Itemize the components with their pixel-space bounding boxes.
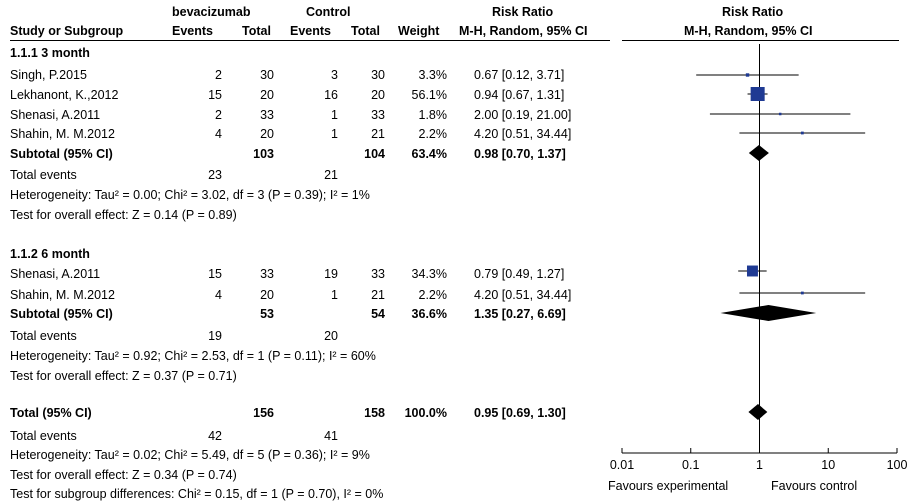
col-study: Study or Subgroup: [10, 24, 124, 38]
events-exp: 4: [215, 288, 222, 302]
total-events-ctrl: 20: [324, 329, 338, 343]
weight: 2.2%: [418, 127, 447, 141]
subtotal-total-ctrl: 54: [371, 307, 385, 321]
x-axis-tick-label: 100: [886, 458, 908, 472]
risk-ratio-header: Risk Ratio: [492, 5, 554, 19]
risk-ratio-ci: 2.00 [0.19, 21.00]: [474, 108, 572, 122]
events-exp: 15: [208, 88, 222, 102]
overall-effect-text: Test for overall effect: Z = 0.37 (P = 0.71): [10, 369, 237, 383]
total-events-ctrl: 21: [324, 168, 338, 182]
risk-ratio-ci: 0.67 [0.12, 3.71]: [474, 68, 565, 82]
total-events-exp: 19: [208, 329, 222, 343]
favours-experimental-label: Favours experimental: [608, 479, 729, 493]
total-exp: 20: [260, 127, 274, 141]
weight: 3.3%: [418, 68, 447, 82]
x-axis-tick-label: 1: [756, 458, 763, 472]
pooled-diamond: [720, 305, 816, 321]
weight: 56.1%: [411, 88, 447, 102]
x-axis-tick-label: 0.01: [609, 458, 635, 472]
total-ctrl: 33: [371, 267, 385, 281]
total-ctrl: 33: [371, 108, 385, 122]
subtotal-label: Subtotal (95% CI): [10, 147, 113, 161]
total-events-exp: 23: [208, 168, 222, 182]
effect-square: [801, 132, 804, 135]
study-name: Lekhanont, K.,2012: [10, 88, 119, 102]
favours-control-label: Favours control: [771, 479, 858, 493]
total-exp: 33: [260, 108, 274, 122]
total-events-label: Total events: [10, 429, 77, 443]
total-total-ctrl: 158: [364, 406, 385, 420]
study-name: Shenasi, A.2011: [10, 108, 101, 122]
pooled-diamond: [748, 404, 767, 420]
col-events-ctrl: Events: [290, 24, 331, 38]
col-total-exp: Total: [242, 24, 271, 38]
plot-header-method: M-H, Random, 95% CI: [684, 24, 813, 38]
heterogeneity-text: Heterogeneity: Tau² = 0.00; Chi² = 3.02, df = 3 (P = 0.39); I² = 1%: [10, 188, 370, 202]
total-label: Total (95% CI): [10, 406, 92, 420]
effect-square: [746, 73, 749, 76]
weight: 2.2%: [418, 288, 447, 302]
risk-ratio-ci: 0.94 [0.67, 1.31]: [474, 88, 565, 102]
weight: 1.8%: [418, 108, 447, 122]
events-ctrl: 16: [324, 88, 338, 102]
total-ctrl: 30: [371, 68, 385, 82]
risk-ratio-ci: 0.79 [0.49, 1.27]: [474, 267, 565, 281]
total-exp: 20: [260, 88, 274, 102]
subgroup-title: 1.1.2 6 month: [10, 247, 90, 261]
col-weight: Weight: [398, 24, 440, 38]
total-ctrl: 21: [371, 288, 385, 302]
weight: 34.3%: [411, 267, 447, 281]
events-exp: 2: [215, 108, 222, 122]
x-axis-tick-label: 10: [821, 458, 836, 472]
pooled-diamond: [749, 145, 769, 161]
group-header-control: Control: [306, 5, 351, 19]
col-events-exp: Events: [172, 24, 213, 38]
subtotal-total-exp: 53: [260, 307, 274, 321]
events-ctrl: 19: [324, 267, 338, 281]
risk-ratio-ci: 4.20 [0.51, 34.44]: [474, 288, 572, 302]
events-exp: 15: [208, 267, 222, 281]
events-exp: 2: [215, 68, 222, 82]
heterogeneity-text: Heterogeneity: Tau² = 0.92; Chi² = 2.53, df = 1 (P = 0.11); I² = 60%: [10, 349, 376, 363]
subtotal-ci: 1.35 [0.27, 6.69]: [474, 307, 566, 321]
total-weight: 100.0%: [404, 406, 447, 420]
events-ctrl: 3: [331, 68, 338, 82]
total-exp: 30: [260, 68, 274, 82]
col-total-ctrl: Total: [351, 24, 380, 38]
total-ci: 0.95 [0.69, 1.30]: [474, 406, 566, 420]
subtotal-weight: 36.6%: [411, 307, 447, 321]
subtotal-label: Subtotal (95% CI): [10, 307, 113, 321]
effect-square: [801, 292, 804, 295]
study-name: Shenasi, A.2011: [10, 267, 101, 281]
total-events-label: Total events: [10, 168, 77, 182]
col-method: M-H, Random, 95% CI: [459, 24, 588, 38]
total-events-label: Total events: [10, 329, 77, 343]
study-name: Shahin, M. M.2012: [10, 288, 115, 302]
subgroup-differences-text: Test for subgroup differences: Chi² = 0.15, df = 1 (P = 0.70), I² = 0%: [10, 487, 384, 501]
subtotal-total-exp: 103: [253, 147, 274, 161]
study-name: Singh, P.2015: [10, 68, 87, 82]
total-ctrl: 21: [371, 127, 385, 141]
events-ctrl: 1: [331, 108, 338, 122]
subtotal-total-ctrl: 104: [364, 147, 385, 161]
study-name: Shahin, M. M.2012: [10, 127, 115, 141]
events-ctrl: 1: [331, 127, 338, 141]
subtotal-weight: 63.4%: [411, 147, 447, 161]
effect-square: [751, 87, 765, 101]
subtotal-ci: 0.98 [0.70, 1.37]: [474, 147, 566, 161]
total-ctrl: 20: [371, 88, 385, 102]
overall-effect-text: Test for overall effect: Z = 0.34 (P = 0.74): [10, 468, 237, 482]
total-total-exp: 156: [253, 406, 274, 420]
x-axis-tick-label: 0.1: [682, 458, 700, 472]
total-exp: 33: [260, 267, 274, 281]
subgroup-title: 1.1.1 3 month: [10, 46, 90, 60]
overall-effect-text: Test for overall effect: Z = 0.14 (P = 0.89): [10, 208, 237, 222]
total-exp: 20: [260, 288, 274, 302]
effect-square: [779, 113, 782, 116]
events-ctrl: 1: [331, 288, 338, 302]
group-header-bevacizumab: bevacizumab: [172, 5, 251, 19]
risk-ratio-ci: 4.20 [0.51, 34.44]: [474, 127, 572, 141]
heterogeneity-text: Heterogeneity: Tau² = 0.02; Chi² = 5.49, df = 5 (P = 0.36); I² = 9%: [10, 448, 370, 462]
events-exp: 4: [215, 127, 222, 141]
plot-header-title: Risk Ratio: [722, 5, 784, 19]
effect-square: [747, 266, 758, 277]
total-events-ctrl: 41: [324, 429, 338, 443]
total-events-exp: 42: [208, 429, 222, 443]
